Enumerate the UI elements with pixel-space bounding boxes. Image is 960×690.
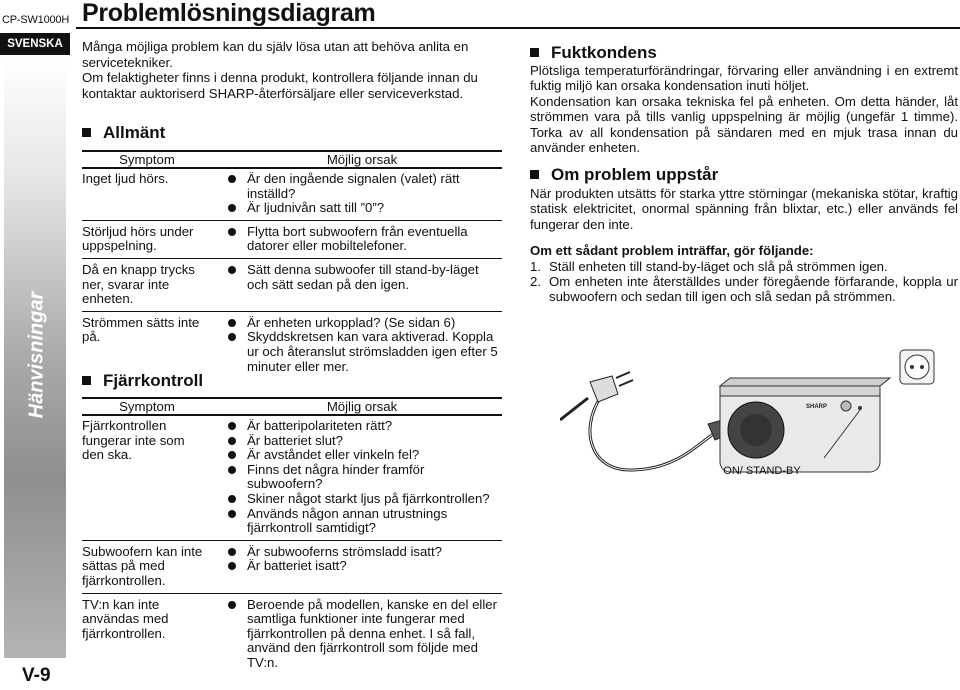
volume-knob-icon (841, 401, 851, 411)
wall-outlet-icon (900, 350, 934, 384)
symptom-cell: Strömmen sätts inte på. (82, 314, 200, 345)
page-number: V-9 (22, 665, 51, 686)
symptom-cell: Störljud hörs under uppspelning. (82, 223, 194, 254)
cause-list (220, 545, 502, 589)
intro (82, 39, 512, 101)
square-bullet-icon (82, 376, 91, 385)
cause-list (220, 225, 502, 254)
moisture-paragraph-1: Plötsliga temperaturförändringar, förvaring eller användning i en extremt fuktig miljö kan orsaka kondensation inuti höljet. (530, 63, 958, 94)
problem-text (530, 186, 958, 305)
cause-item: Beroende på modellen, kanske en del eller samtliga funktioner inte fungerar med fjärrkontrollen på denna enhet. I så fall, använd den fjärrkontroll som följde med TV:n. (220, 598, 502, 671)
symptom-header: Symptom (119, 152, 175, 167)
moisture-text (530, 63, 958, 155)
step-number: 1. (530, 258, 541, 274)
section-label: Hänvisningar (25, 291, 48, 419)
cause-item: Är enheten urkopplad? (Se sidan 6) (220, 316, 502, 331)
square-bullet-icon (82, 128, 91, 137)
remote-table (82, 397, 502, 675)
language-tab: SVENSKA (0, 33, 70, 55)
table-row (82, 169, 502, 220)
table-header (82, 397, 502, 416)
intro-line-2: Om felaktigheter finns i denna produkt, kontrollera följande innan du kontaktar auktoriserd SHARP-återförsäljare eller serviceverkstad. (82, 70, 478, 101)
cause-item: Sätt denna subwoofer till stand-by-läget och sätt sedan på den igen. (220, 263, 502, 292)
cause-header: Möjlig orsak (326, 399, 398, 414)
cause-item: Är den ingående signalen (valet) rätt inställd? (220, 172, 502, 201)
cause-list (220, 419, 502, 536)
cause-list (220, 172, 502, 216)
intro-line-1: Många möjliga problem kan du själv lösa utan att behöva anlita en servicetekniker. (82, 39, 469, 70)
cause-item: Är avståndet eller vinkeln fel? (220, 448, 502, 463)
cause-item: Skiner något starkt ljus på fjärrkontrollen? (220, 492, 502, 507)
cause-item: Är batteriet slut? (220, 434, 502, 449)
cause-item: Är subwooferns strömsladd isatt? (220, 545, 502, 560)
problem-step (530, 259, 958, 274)
section-heading-remote: Fjärrkontroll (82, 371, 203, 391)
square-bullet-icon (530, 170, 539, 179)
table-row (82, 221, 502, 258)
symptom-cell: TV:n kan inte användas med fjärrkontrollen. (82, 596, 169, 641)
problem-steps (530, 259, 958, 305)
page-title: Problemlösningsdiagram (82, 0, 376, 27)
step-number: 2. (530, 274, 541, 290)
general-rows (82, 169, 502, 378)
cause-item: Flytta bort subwoofern från eventuella datorer eller mobiltelefoner. (220, 225, 502, 254)
power-button-icon (858, 406, 862, 410)
cause-item: Skyddskretsen kan vara aktiverad. Koppla ur och återanslut strömsladden igen efter 5 minuter eller mer. (220, 330, 502, 374)
symptom-cell: Då en knapp trycks ner, svarar inte enheten. (82, 261, 195, 307)
cause-list (220, 263, 502, 307)
brand-logo: SHARP (806, 404, 828, 410)
problem-paragraph: När produkten utsätts för starka yttre störningar (mekaniska stötar, kraftig statisk elektricitet, onormal spänning från blixtar, etc.) eller används fel fungerar den inte. (530, 186, 958, 232)
cause-item: Används någon annan utrustnings fjärrkontroll samtidigt? (220, 507, 502, 536)
on-standby-label: ON/ STAND-BY (723, 465, 801, 477)
cause-header: Möjlig orsak (326, 152, 398, 167)
section-heading-moisture: Fuktkondens (530, 43, 657, 63)
sidebar (0, 0, 76, 690)
table-header (82, 150, 502, 169)
symptom-cell: Inget ljud hörs. (82, 171, 169, 186)
symptom-cell: Fjärrkontrollen fungerar inte som den ska. (82, 418, 185, 463)
general-table (82, 150, 502, 378)
step-text: Om enheten inte återställdes under föregående förfarande, koppla ur subwoofern och sedan till igen och slå sedan på strömmen. (549, 274, 958, 305)
subwoofer-unit (720, 378, 890, 472)
problem-step (530, 274, 958, 305)
square-bullet-icon (530, 48, 539, 57)
cause-item: Finns det några hinder framför subwoofern? (220, 463, 502, 492)
power-cord-icon (560, 372, 735, 470)
cause-item: Är ljudnivån satt till ”0”? (220, 201, 502, 216)
table-row (82, 541, 502, 593)
symptom-cell: Subwoofern kan inte sättas på med fjärrkontrollen. (82, 543, 203, 588)
table-row (82, 416, 502, 540)
step-text: Ställ enheten till stand-by-läget och slå på strömmen igen. (549, 258, 888, 274)
symptom-header: Symptom (119, 399, 175, 414)
problem-subheading: Om ett sådant problem inträffar, gör följande: (530, 243, 814, 259)
remote-rows (82, 416, 502, 675)
table-row (82, 594, 502, 675)
cause-item: Är batteriet isatt? (220, 559, 502, 574)
cause-item: Är batteripolariteten rätt? (220, 419, 502, 434)
cause-list (220, 598, 502, 671)
section-heading-general: Allmänt (82, 123, 165, 143)
table-row (82, 312, 502, 378)
model-number: CP-SW1000H (2, 14, 70, 26)
cause-list (220, 316, 502, 374)
section-heading-problem: Om problem uppstår (530, 165, 718, 185)
moisture-paragraph-2: Kondensation kan orsaka tekniska fel på enheten. Om detta händer, låt strömmen vara på tills vanlig uppspelning är möjlig (ungefär 1 timme). Torka av all kondensation på sändaren med en mjuk trasa innan du använder enheten. (530, 93, 958, 156)
table-row (82, 259, 502, 311)
